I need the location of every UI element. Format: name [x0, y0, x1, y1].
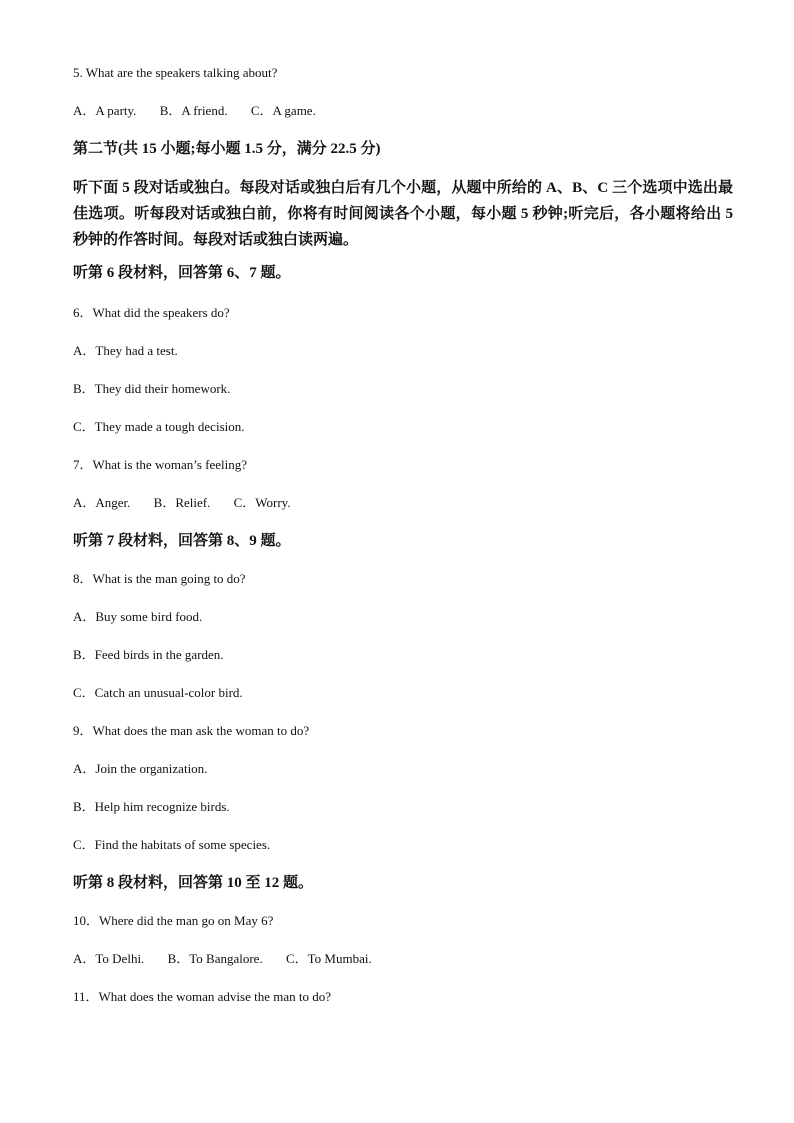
question-7: 7．What is the woman’s feeling?	[73, 457, 248, 472]
question-8-option-c: C．Catch an unusual-color bird.	[73, 685, 243, 700]
question-9-option-c: C．Find the habitats of some species.	[73, 837, 271, 852]
question-8-option-a: A．Buy some bird food.	[73, 609, 203, 624]
option-a: A．To Delhi.	[73, 951, 145, 966]
question-10: 10．Where did the man go on May 6?	[73, 913, 274, 928]
question-10-options	[73, 951, 372, 967]
option-c: C．Worry.	[233, 495, 291, 510]
option-c: C．A game.	[250, 103, 316, 118]
option-a: A．Anger.	[73, 495, 131, 510]
question-5-options	[73, 103, 316, 119]
option-b: B．To Bangalore.	[167, 951, 263, 966]
section-heading: 第二节(共 15 小题;每小题 1.5 分，满分 22.5 分)	[73, 141, 381, 157]
option-b: B．Relief.	[153, 495, 211, 510]
section-instructions: 听下面 5 段对话或独白。每段对话或独白后有几个小题，从题中所给的 A、B、C 三个选项中选出最佳选项。听每段对话或独白前，你将有时间阅读各个小题，每小题 5 秒钟;听完后，各小题将给出 5 秒钟的作答时间。每段对话或独白读两遍。	[73, 180, 733, 248]
question-8-option-b: B．Feed birds in the garden.	[73, 647, 224, 662]
question-8: 8．What is the man going to do?	[73, 571, 246, 586]
question-11: 11．What does the woman advise the man to do?	[73, 989, 332, 1004]
option-a: A．A party.	[73, 103, 137, 118]
question-6-option-c: C．They made a tough decision.	[73, 419, 245, 434]
question-6-option-b: B．They did their homework.	[73, 381, 231, 396]
passage-7-heading: 听第 7 段材料，回答第 8、9 题。	[73, 533, 291, 549]
question-6-option-a: A．They had a test.	[73, 343, 178, 358]
passage-8-heading: 听第 8 段材料，回答第 10 至 12 题。	[73, 875, 314, 891]
question-5: 5. What are the speakers talking about?	[73, 65, 278, 80]
question-6: 6．What did the speakers do?	[73, 305, 230, 320]
option-b: B．A friend.	[159, 103, 228, 118]
passage-6-heading: 听第 6 段材料，回答第 6、7 题。	[73, 265, 291, 281]
option-c: C．To Mumbai.	[285, 951, 372, 966]
question-9: 9．What does the man ask the woman to do?	[73, 723, 310, 738]
question-7-options	[73, 495, 291, 511]
question-9-option-a: A．Join the organization.	[73, 761, 208, 776]
question-9-option-b: B．Help him recognize birds.	[73, 799, 230, 814]
